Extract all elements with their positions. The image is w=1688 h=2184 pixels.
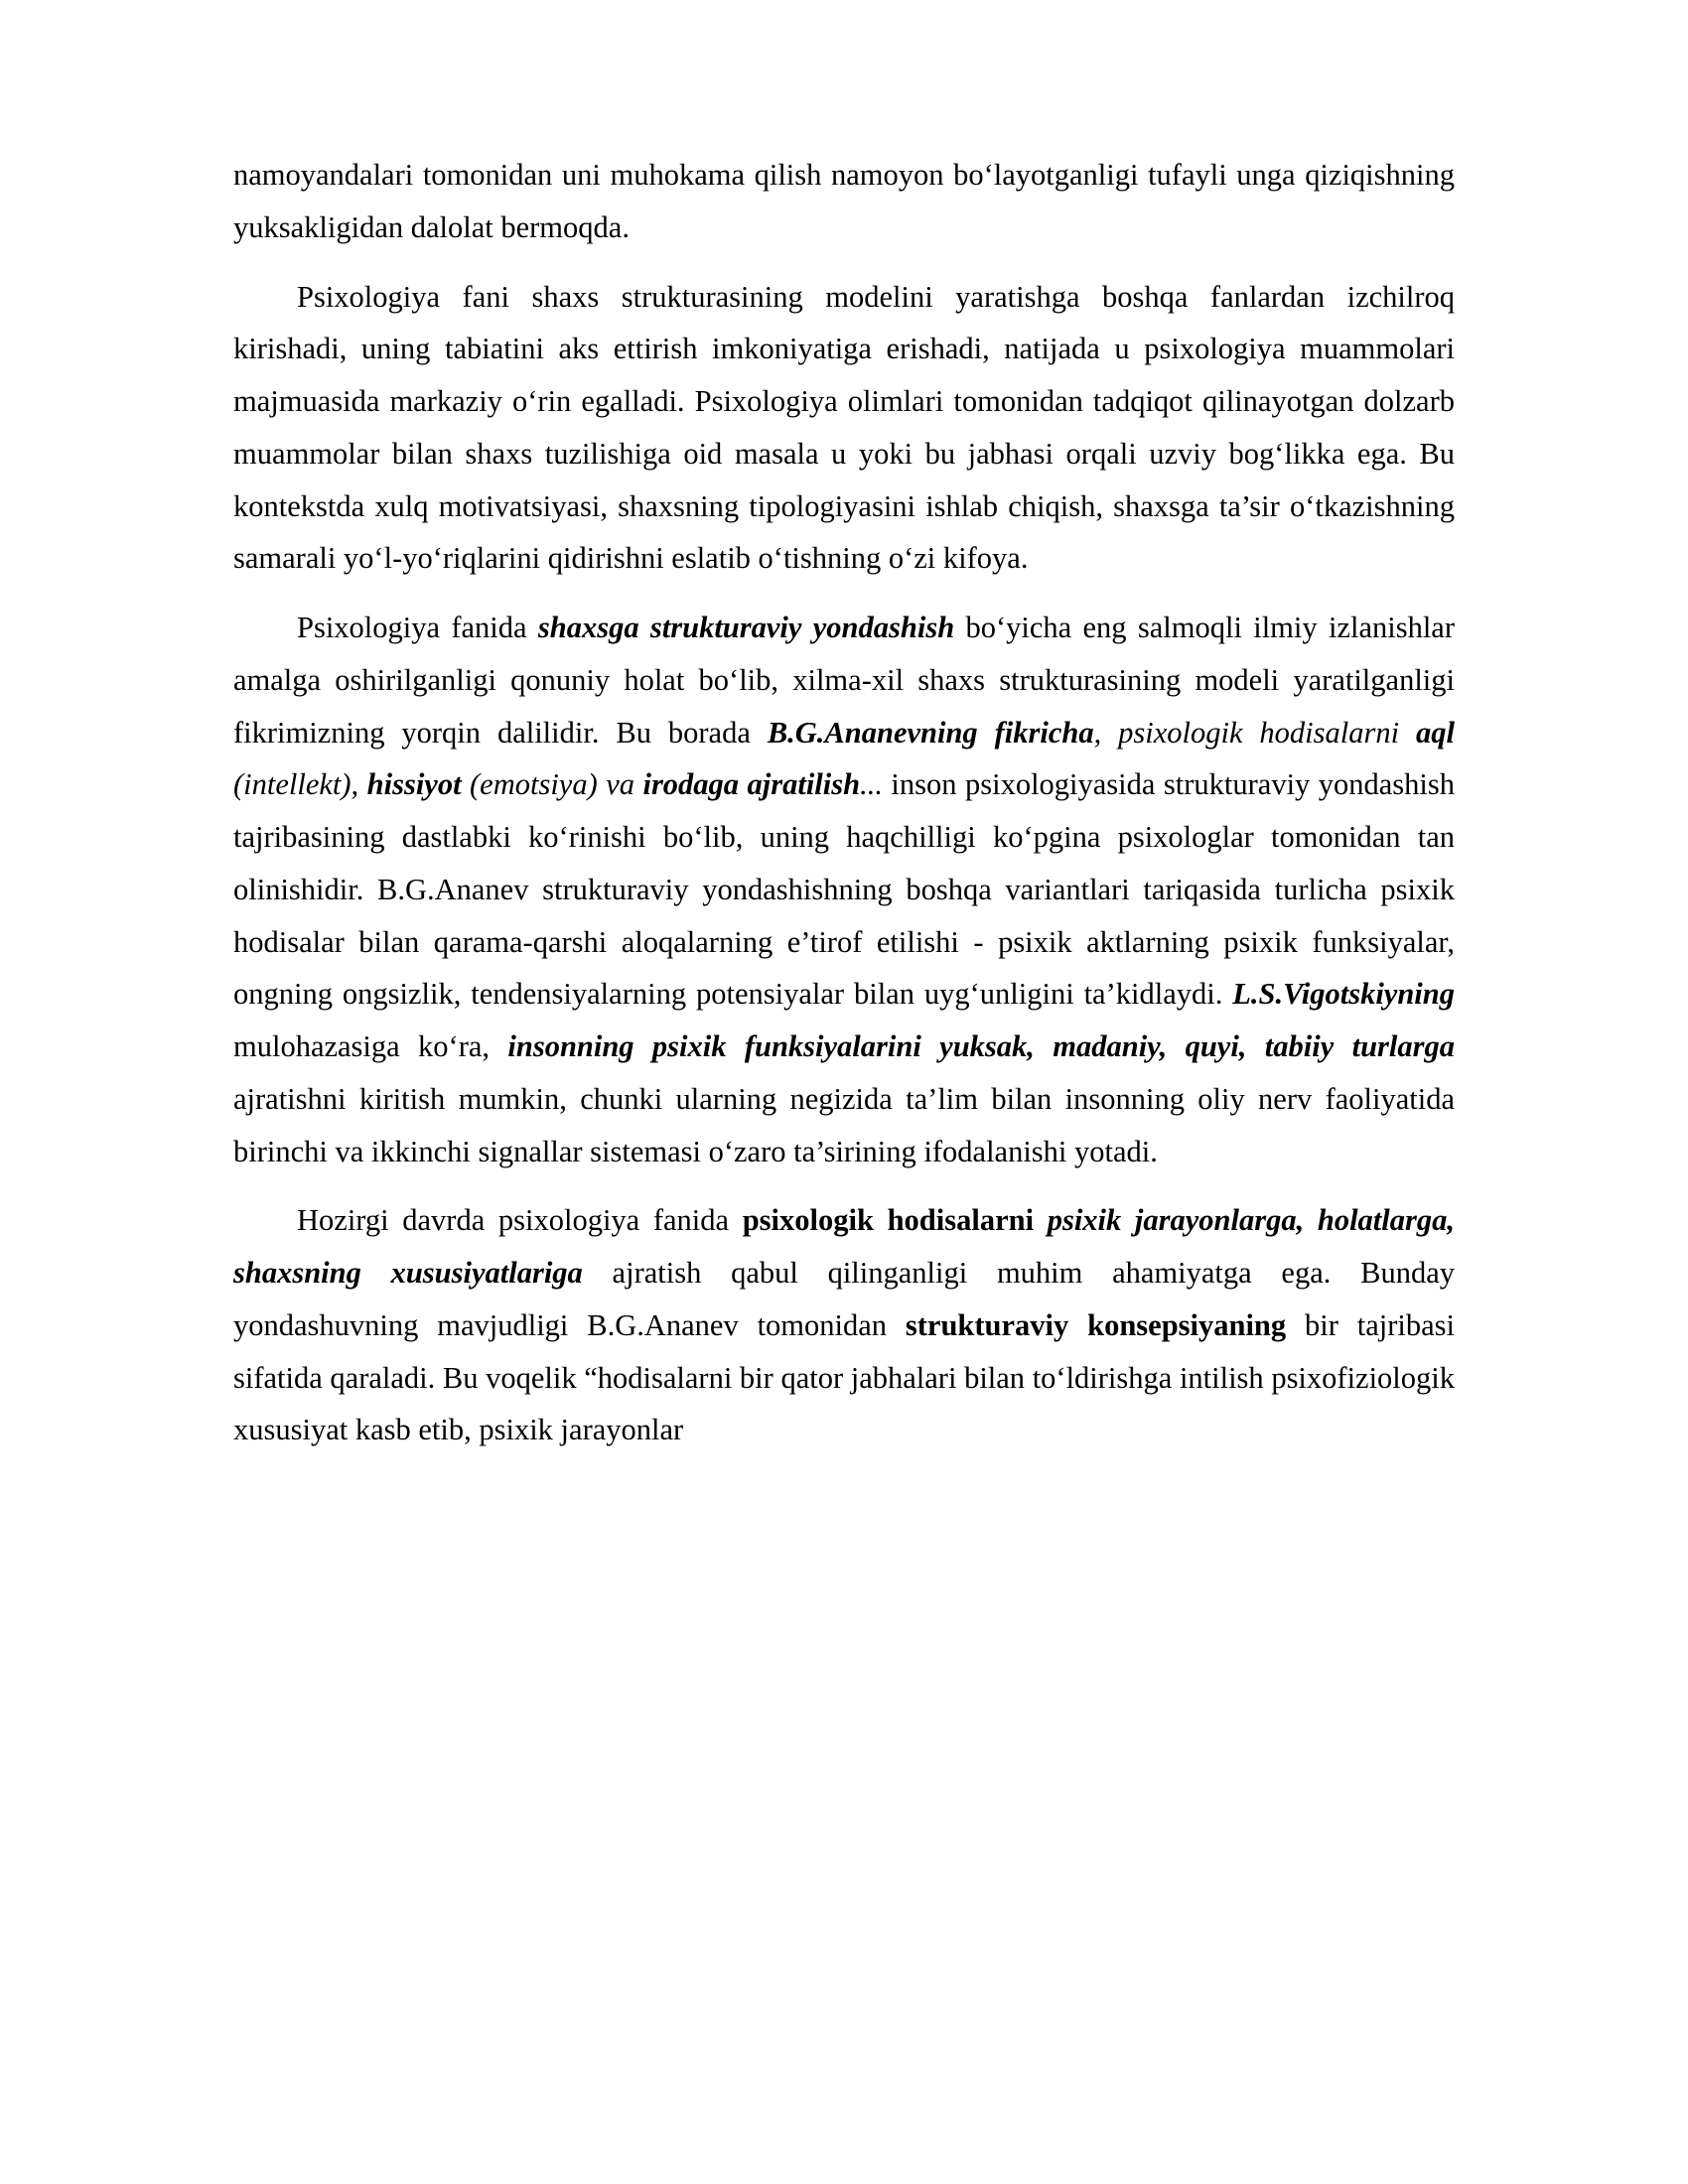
text-run: psixik jarayonlarga, holatlarga, shaxsning xususiyatlariga — [233, 1203, 1455, 1290]
text-run: ajratishni kiritish mumkin, chunki ularning negizida ta’lim bilan insonning oliy nerv faoliyatida birinchi va ikkinchi signallar sistemasi o‘zaro ta’sirining ifodalanishi yotadi. — [233, 1081, 1455, 1168]
text-run: irodaga ajratilish — [642, 767, 861, 802]
text-run: inson psixologiyasida strukturaviy yondashish tajribasining dastlabki ko‘rinishi bo‘lib, uning haqchilligi ko‘pgina psixologlar tomonidan tan olinishidir. B.G.Ananev strukturaviy yondashishning boshqa variantlari tariqasida turlicha psixik hodisalar bilan qarama-qarshi aloqalarning e’tirof etilishi - psixik aktlarning psixik funksiyalar, ongning ongsizlik, tendensiyalarning potensiyalar bilan uyg‘unligini ta’kidlaydi. — [233, 767, 1455, 1012]
text-run: aql — [1416, 715, 1455, 750]
paragraph — [233, 271, 1455, 586]
text-run: Psixologiya fanida — [297, 611, 538, 644]
text-run: strukturaviy konsepsiyaning — [905, 1307, 1287, 1342]
paragraph — [233, 149, 1455, 254]
paragraph — [233, 1194, 1455, 1456]
text-run: (emotsiya) va — [461, 767, 643, 802]
document-body — [233, 149, 1455, 1456]
text-run: Hozirgi davrda psixologiya fanida — [297, 1203, 743, 1238]
paragraph — [233, 602, 1455, 1177]
text-run: namoyandalari tomonidan uni muhokama qilish namoyon bo‘layotganligi tufayli unga qiziqishning yuksakligidan dalolat bermoqda. — [233, 158, 1455, 244]
text-run: (intellekt), — [233, 767, 367, 802]
text-run: ... — [860, 767, 883, 802]
text-run: mulohazasiga ko‘ra, — [233, 1029, 508, 1063]
text-run: Psixologiya fani shaxs strukturasining modelini yaratishga boshqa fanlardan izchilroq kirishadi, uning tabiatini aks ettirish imkoniyatiga erishadi, natijada u psixologiya muammolari majmuasida markaziy o‘rin egalladi. Psixologiya olimlari tomonidan tadqiqot qilinayotgan dolzarb muammolar bilan shaxs tuzilishiga oid masala u yoki bu jabhasi orqali uzviy bog‘likka ega. Bu kontekstda xulq motivatsiyasi, shaxsning tipologiyasini ishlab chiqish, shaxsga ta’sir o‘tkazishning samarali yo‘l-yo‘riqlarini qidirishni eslatib o‘tishning o‘zi kifoya. — [233, 279, 1455, 576]
text-run: bir tajribasi sifatida qaraladi. Bu voqelik “hodisalarni bir qator jabhalari bilan to‘ldirishga intilish psixofiziologik xususiyat kasb etib, psixik jarayonlar — [233, 1307, 1455, 1447]
text-run: ajratish qabul qilinganligi muhim ahamiyatga ega. Bunday yondashuvning mavjudligi B.G.Ananev tomonidan — [233, 1256, 1455, 1342]
text-run: shaxsga strukturaviy yondashish — [537, 611, 955, 644]
text-run: bo‘yicha eng salmoqli ilmiy izlanishlar amalga oshirilganligi qonuniy holat bo‘lib, xilma-xil shaxs strukturasining modeli yaratilganligi fikrimizning yorqin dalilidir. Bu borada — [233, 611, 1455, 750]
text-run: psixologik hodisalarni — [742, 1203, 1048, 1238]
text-run: hissiyot — [366, 767, 462, 802]
text-run: , psixologik hodisalarni — [1093, 715, 1417, 750]
text-run: insonning psixik funksiyalarini yuksak, madaniy, quyi, tabiiy turlarga — [507, 1029, 1455, 1063]
text-run: B.G.Ananevning fikricha — [767, 715, 1094, 750]
text-run: L.S.Vigotskiyning — [1232, 977, 1455, 1012]
